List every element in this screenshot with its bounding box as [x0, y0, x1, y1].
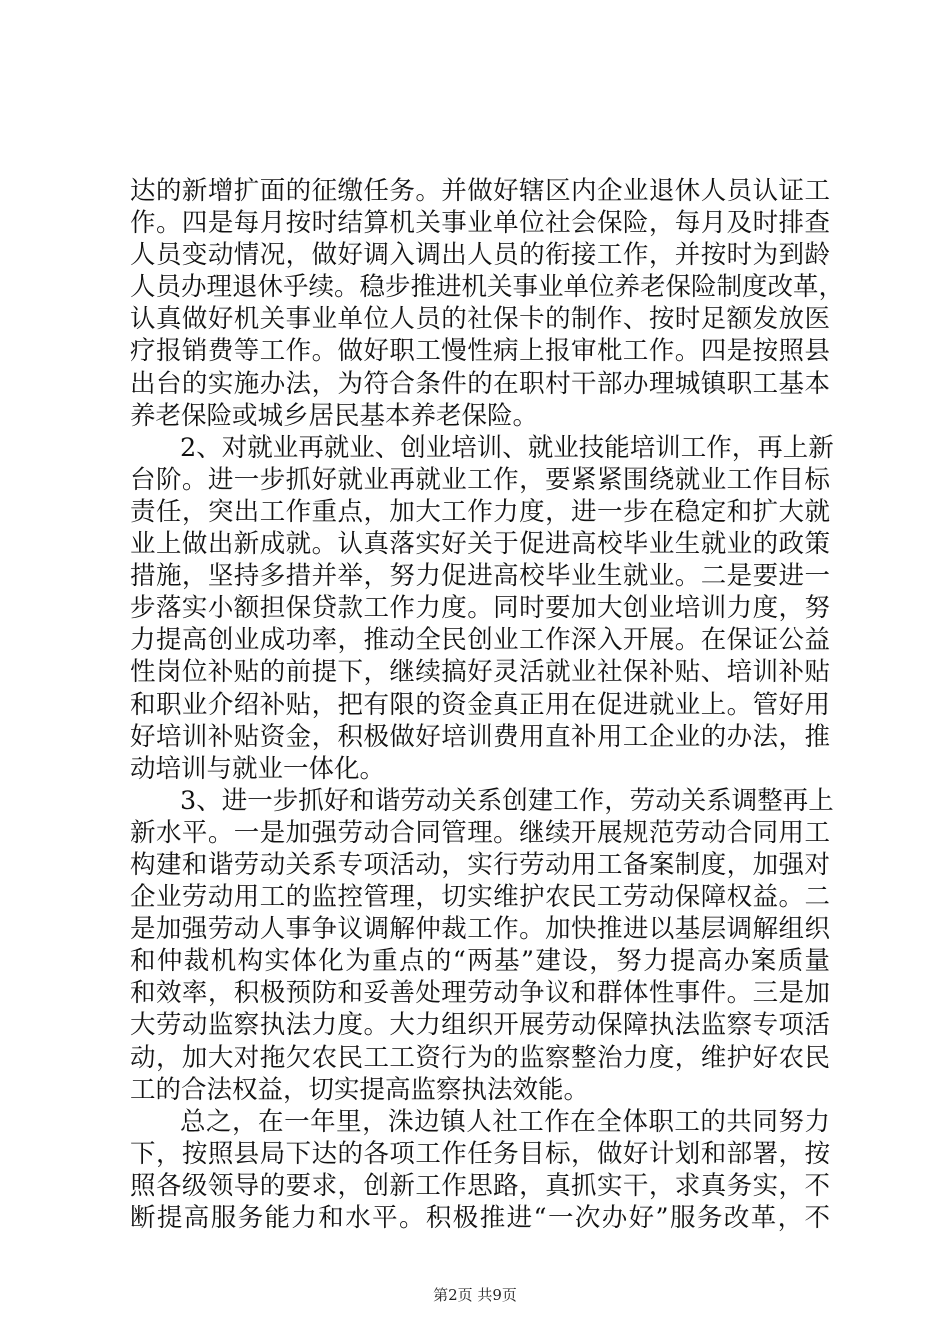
text-line: 断提高服务能力和水平。积极推进“一次办好”服务改革，不: [130, 1203, 830, 1233]
text-line: 认真做好机关事业单位人员的社保卡的制作、按时足额发放医: [130, 304, 830, 335]
text-line: 和效率，积极预防和妥善处理劳动争议和群体性事件。三是加: [130, 978, 830, 1009]
text-line: 好培训补贴资金，积极做好培训费用直补用工企业的办法，推: [130, 721, 830, 752]
text-line: 步落实小额担保贷款工作力度。同时要加大创业培训力度，努: [130, 593, 830, 624]
text-line: 养老保险或城乡居民基本养老保险。: [130, 400, 539, 431]
text-line: 力提高创业成功率，推动全民创业工作深入开展。在保证公益: [130, 625, 830, 656]
text-line: 业上做出新成就。认真落实好关于促进高校毕业生就业的政策: [130, 529, 830, 560]
text-line: 工的合法权益，切实提高监察执法效能。: [130, 1074, 590, 1105]
text-line: 达的新增扩面的征缴任务。并做好辖区内企业退休人员认证工: [130, 176, 830, 206]
text-line: 和职业介绍补贴，把有限的资金真正用在促进就业上。管好用: [130, 689, 830, 720]
text-line: 动培训与就业一体化。: [130, 753, 386, 784]
text-line: 构建和谐劳动关系专项活动，实行劳动用工备案制度，加强对: [130, 849, 830, 880]
text-line: 照各级领导的要求，创新工作思路，真抓实干，求真务实，不: [130, 1170, 830, 1201]
text-line: 和仲裁机构实体化为重点的“两基”建设，努力提高办案质量: [130, 946, 830, 977]
paragraph-start-line: 总之，在一年里，洙边镇人社工作在全体职工的共同努力: [180, 1106, 830, 1137]
text-line: 台阶。进一步抓好就业再就业工作，要紧紧围绕就业工作目标: [130, 464, 830, 495]
text-line: 下，按照县局下达的各项工作任务目标，做好计划和部署，按: [130, 1138, 830, 1169]
text-line: 人员办理退休乎续。稳步推进机关事业单位养老保险制度改革，: [130, 272, 845, 303]
text-line: 大劳动监察执法力度。大力组织开展劳动保障执法监察专项活: [130, 1010, 830, 1041]
text-line: 是加强劳动人事争议调解仲裁工作。加快推进以基层调解组织: [130, 914, 830, 945]
page-number-footer: 第2页 共9页: [433, 1286, 517, 1304]
text-line: 作。四是每月按时结算机关事业单位社会保险，每月及时排查: [130, 208, 830, 239]
text-line: 新水平。一是加强劳动合同管理。继续开展规范劳动合同用工: [130, 817, 830, 848]
text-line: 动，加大对拖欠农民工工资行为的监察整治力度，维护好农民: [130, 1042, 830, 1073]
text-line: 出台的实施办法，为符合条件的在职村干部办理城镇职工基本: [130, 368, 830, 399]
text-line: 措施，坚持多措并举，努力促进高校毕业生就业。二是要进一: [130, 561, 830, 592]
text-line: 人员变动情况，做好调入调出人员的衔接工作，并按时为到龄: [130, 240, 830, 271]
text-line: 性岗位补贴的前提下，继续搞好灵活就业社保补贴、培训补贴: [130, 657, 830, 688]
document-body: [130, 175, 845, 1234]
paragraph-start-line: 3、进一步抓好和谐劳动关系创建工作，劳动关系调整再上: [180, 785, 834, 816]
text-line: 责任，突出工作重点，加大工作力度，进一步在稳定和扩大就: [130, 496, 830, 527]
text-line: 企业劳动用工的监控管理，切实维护农民工劳动保障权益。二: [130, 882, 830, 913]
paragraph-start-line: 2、对就业再就业、创业培训、就业技能培训工作，再上新: [180, 432, 834, 463]
text-line: 疗报销费等工作。做好职工慢性病上报审枇工作。四是按照县: [130, 336, 830, 367]
